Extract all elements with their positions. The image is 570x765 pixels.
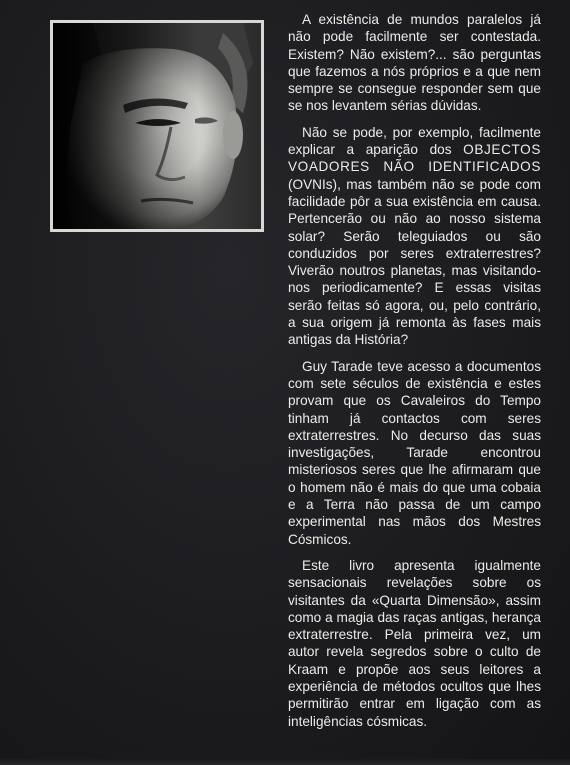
ovni-caps-phrase: OBJECTOS VOADORES NÃO IDENTIFICADOS [288, 142, 541, 175]
author-photo-frame [50, 20, 264, 232]
blurb-paragraph-4: Este livro apresenta igualmente sensacionais revelações sobre os visitantes da «Quarta Dimensão», assim como a magia das raças antigas, herança extraterrestre. Pela primeira vez, um autor revela segredos sobre o culto de Kraam e propõe aos seus leitores a experiência de métodos ocultos que lhes permitirão entrar em ligação com as inteligências cósmicas. [288, 557, 541, 729]
cover-bottom-edge [0, 759, 570, 765]
blurb-paragraph-3: Guy Tarade teve acesso a documentos com sete séculos de existência e estes provam que os Cavaleiros do Tempo tinham já contactos com seres extraterrestres. No decurso das suas investigações, Tarade encontrou misteriosos seres que lhe afirmaram que o homem não é mais do que uma cobaia e a Terra não passa de um campo experimental nas mãos dos Mestres Cósmicos. [288, 358, 541, 547]
author-portrait-photo [53, 23, 261, 229]
paragraph-2-rest: (OVNIs), mas também não se pode com facilidade pôr a sua existência em causa. Pertencerão ou não ao nosso sistema solar? Serão teleguiados ou são conduzidos por seres extraterrestres? Viverão noutros planetas, mas visitando-nos periodicamente? E essas visitas serão feitas só agora, ou, pelo contrário, a sua origem já remonta às fases mais antigas da História? [288, 176, 541, 348]
blurb-paragraph-1: A existência de mundos paralelos já não pode facilmente ser contestada. Existem? Não existem?... são perguntas que fazemos a nós próprios e a que nem sempre se consegue responder sem que se nos levantem sérias dúvidas. [288, 12, 541, 114]
paragraph-2-intro: Não se pode, por exemplo, facilmente explicar a aparição dos [288, 124, 541, 158]
blurb-paragraph-2 [288, 124, 541, 349]
blurb-text-column [288, 11, 541, 739]
